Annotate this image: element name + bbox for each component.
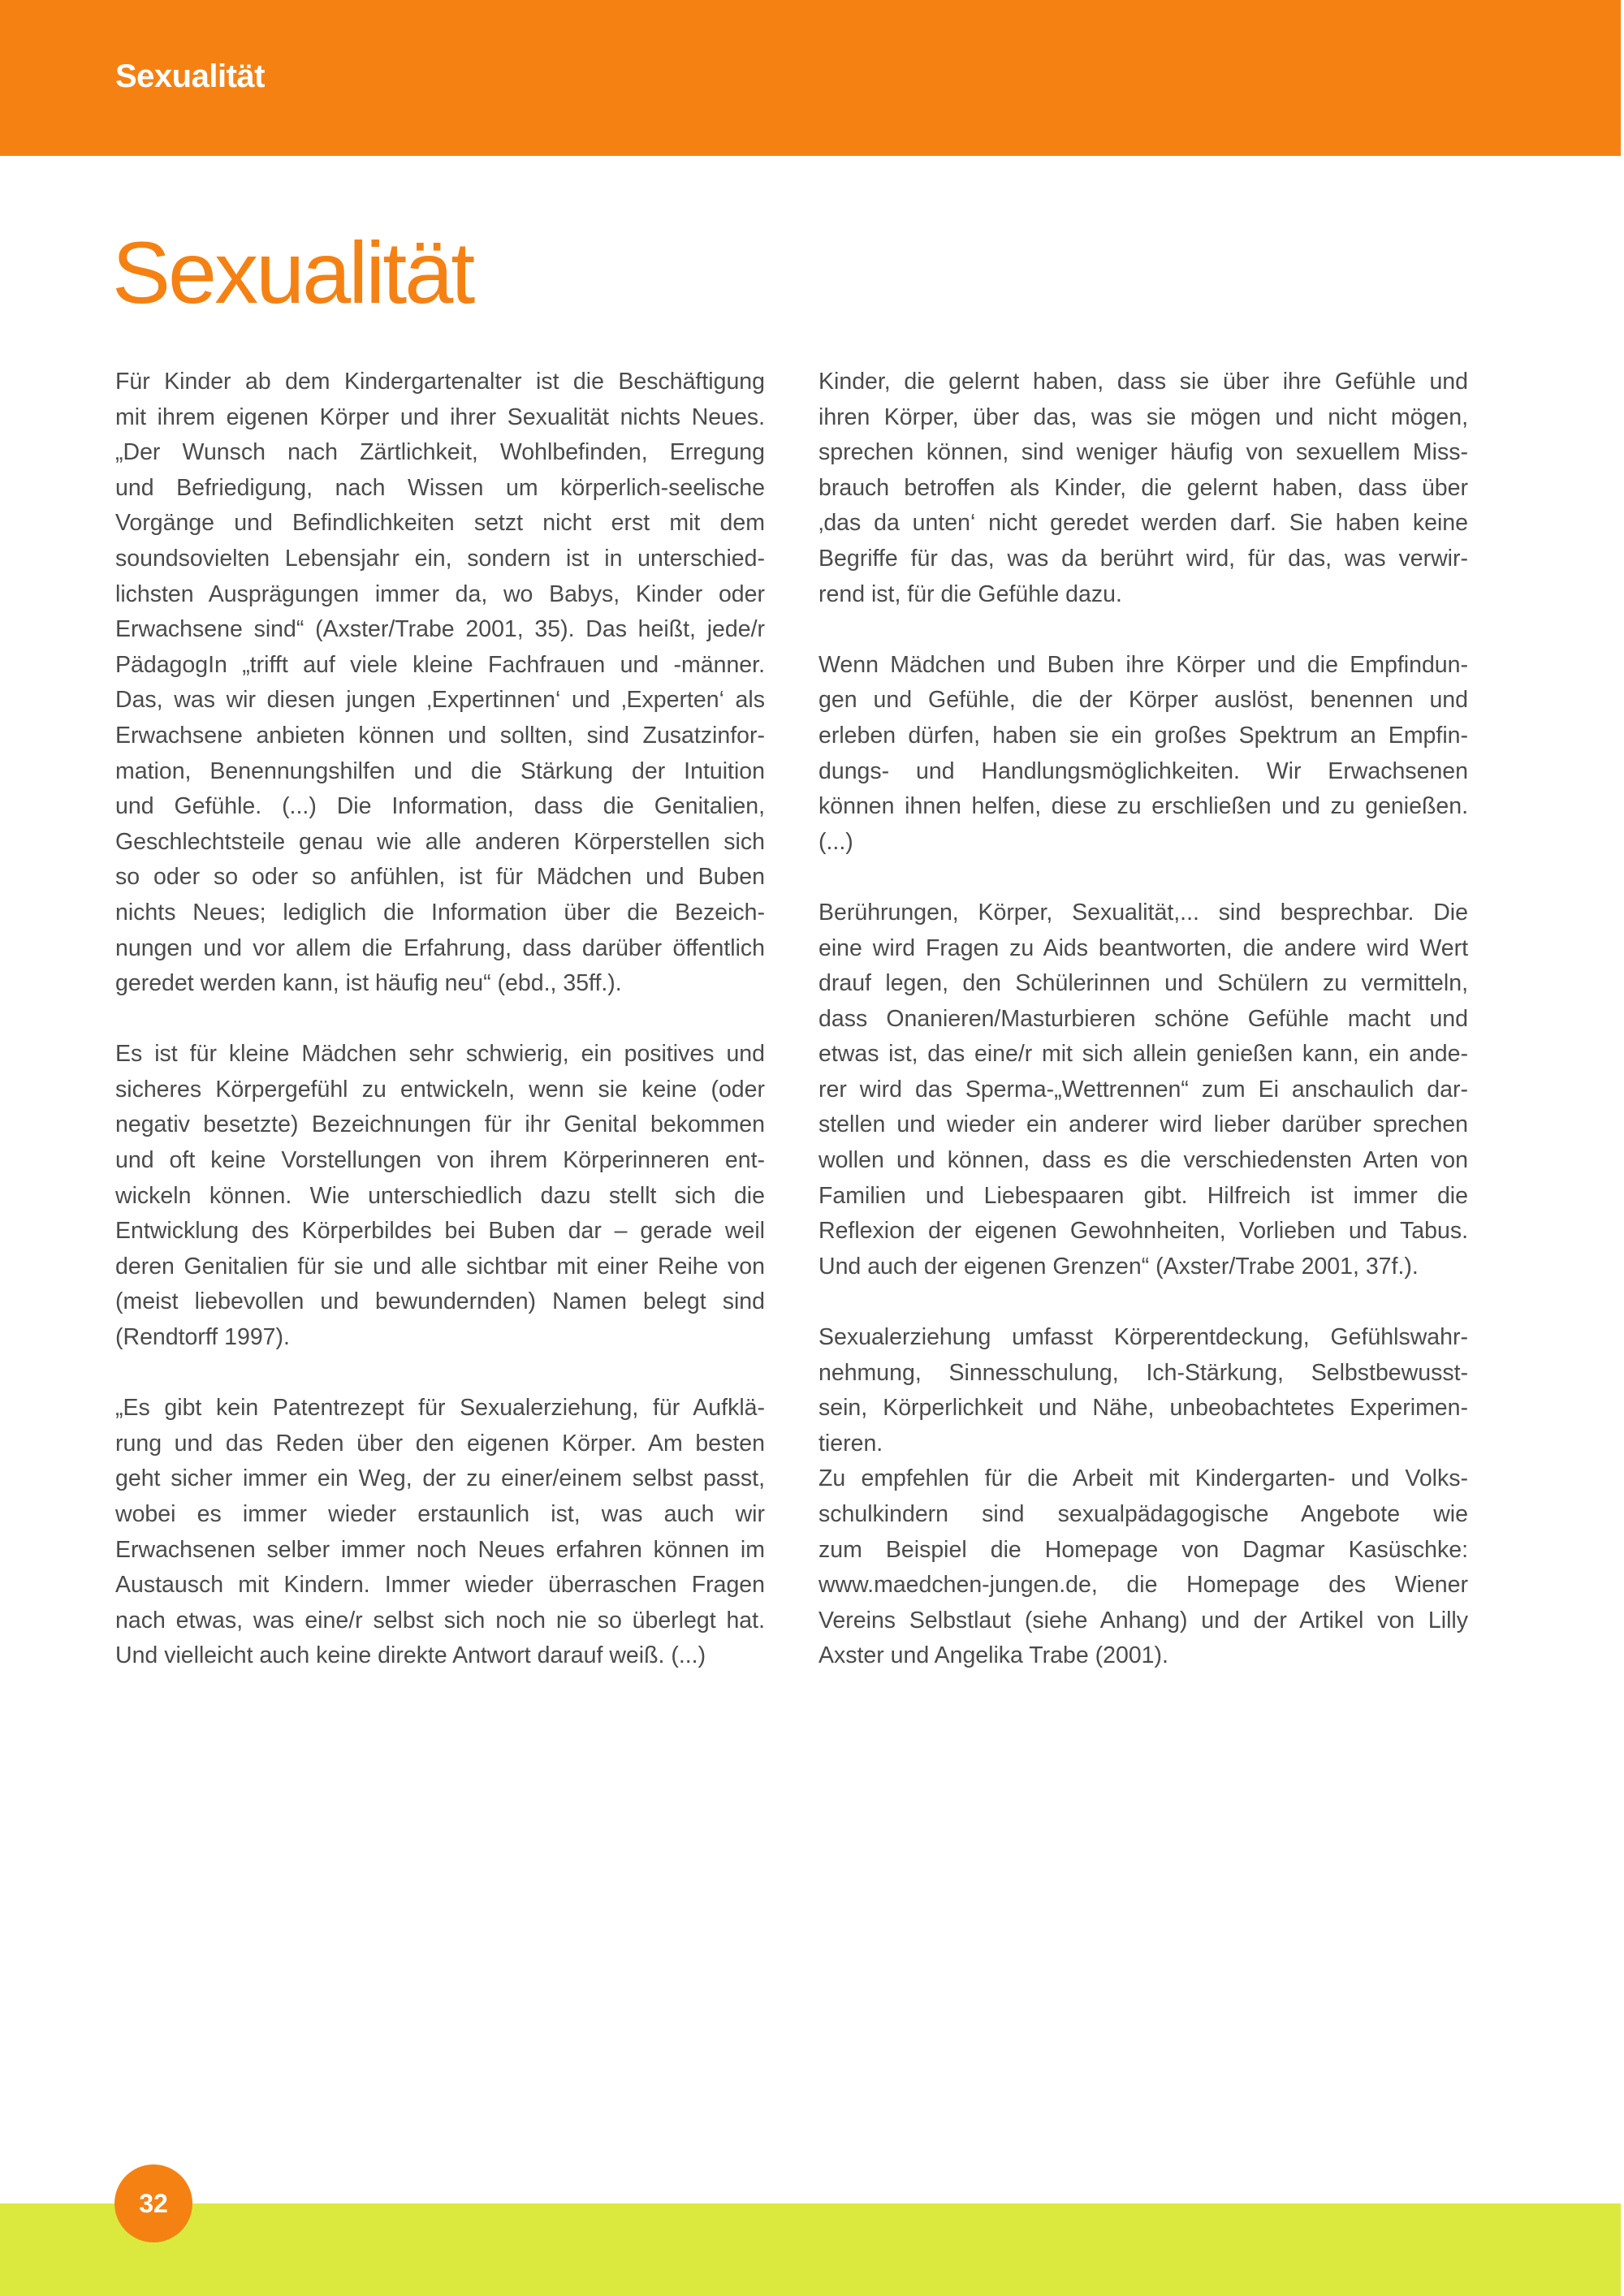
text-line: so oder so oder so anfühlen, ist für Mädchen und Buben: [115, 864, 765, 891]
text-line: PädagogIn „trifft auf viele kleine Fachfrauen und -männer.: [115, 651, 765, 678]
text-line: erleben dürfen, haben sie ein großes Spektrum an Empfin-: [818, 722, 1468, 749]
paragraph: [818, 648, 1468, 861]
text-line: und Befriedigung, nach Wissen um körperlich-seelische: [115, 474, 765, 501]
left-column: [115, 365, 765, 1710]
text-line: negativ besetzte) Bezeichnungen für ihr Genital bekommen: [115, 1111, 765, 1138]
text-line: wickeln können. Wie unterschiedlich dazu stellt sich die: [115, 1182, 765, 1209]
text-line: Für Kinder ab dem Kindergartenalter ist die Beschäftigung: [115, 369, 765, 395]
text-line: etwas ist, das eine/r mit sich allein genießen kann, ein ande-: [818, 1041, 1468, 1068]
right-column: [818, 365, 1468, 1710]
text-line: nehmung, Sinnesschulung, Ich-Stärkung, Selbstbewusst-: [818, 1359, 1468, 1386]
header-title: Sexualität: [115, 58, 265, 94]
text-line: Austausch mit Kindern. Immer wieder überraschen Fragen: [115, 1572, 765, 1599]
text-line: www.maedchen-jungen.de, die Homepage des Wiener: [818, 1572, 1468, 1599]
text-line: Vereins Selbstlaut (siehe Anhang) und der Artikel von Lilly: [818, 1607, 1468, 1634]
text-line: nach etwas, was eine/r selbst sich noch nie so überlegt hat.: [115, 1607, 765, 1634]
text-line: gen und Gefühle, die der Körper auslöst, benennen und: [818, 687, 1468, 714]
paragraph: [115, 1037, 765, 1355]
text-line: deren Genitalien für sie und alle sichtbar mit einer Reihe von: [115, 1253, 765, 1280]
text-line: lichsten Ausprägungen immer da, wo Babys, Kinder oder: [115, 580, 765, 607]
text-line: zum Beispiel die Homepage von Dagmar Kasüschke:: [818, 1536, 1468, 1563]
text-line: wobei es immer wieder erstaunlich ist, was auch wir: [115, 1501, 765, 1527]
text-line: Familien und Liebespaaren gibt. Hilfreich ist immer die: [818, 1182, 1468, 1209]
text-line: Erwachsene sind“ (Axster/Trabe 2001, 35). Das heißt, jede/r: [115, 616, 765, 643]
text-line: Sexualerziehung umfasst Körperentdeckung, Gefühlswahr-: [818, 1324, 1468, 1351]
text-line: nichts Neues; lediglich die Information über die Bezeich-: [115, 899, 765, 926]
paragraph: [818, 1320, 1468, 1461]
text-line: (Rendtorff 1997).: [115, 1324, 290, 1351]
paragraph: [115, 1391, 765, 1674]
paragraph: [818, 1461, 1468, 1674]
text-line: Entwicklung des Körperbildes bei Buben dar – gerade weil: [115, 1218, 765, 1245]
text-line: nungen und vor allem die Erfahrung, dass darüber öffentlich: [115, 934, 765, 961]
text-line: schulkindern sind sexualpädagogische Angebote wie: [818, 1501, 1468, 1527]
footer-bar: [0, 2203, 1621, 2296]
text-line: rung und das Reden über den eigenen Körper. Am besten: [115, 1430, 765, 1457]
text-line: geht sicher immer ein Weg, der zu einer/einem selbst passt,: [115, 1465, 765, 1492]
text-line: und Gefühle. (...) Die Information, dass die Genitalien,: [115, 793, 765, 820]
text-line: Geschlechtsteile genau wie alle anderen Körperstellen sich: [115, 828, 765, 855]
text-line: eine wird Fragen zu Aids beantworten, die andere wird Wert: [818, 934, 1468, 961]
text-line: rer wird das Sperma-„Wettrennen“ zum Ei anschaulich dar-: [818, 1076, 1468, 1103]
text-line: (...): [818, 828, 853, 855]
paragraph: [818, 896, 1468, 1285]
text-line: soundsovielten Lebensjahr ein, sondern ist in unterschied-: [115, 545, 765, 572]
text-line: Zu empfehlen für die Arbeit mit Kindergarten- und Volks-: [818, 1465, 1468, 1492]
text-line: dungs- und Handlungsmöglichkeiten. Wir Erwachsenen: [818, 757, 1468, 784]
paragraph: [818, 365, 1468, 612]
text-line: sein, Körperlichkeit und Nähe, unbeobachtetes Experimen-: [818, 1395, 1468, 1422]
header-bar: [0, 0, 1621, 156]
text-line: Reflexion der eigenen Gewohnheiten, Vorlieben und Tabus.: [818, 1218, 1468, 1245]
text-line: drauf legen, den Schülerinnen und Schülern zu vermitteln,: [818, 970, 1468, 997]
text-line: können ihnen helfen, diese zu erschließen und zu genießen.: [818, 793, 1468, 820]
text-line: Wenn Mädchen und Buben ihre Körper und die Empfindun-: [818, 651, 1468, 678]
text-line: sicheres Körpergefühl zu entwickeln, wenn sie keine (oder: [115, 1076, 765, 1103]
text-line: Vorgänge und Befindlichkeiten setzt nicht erst mit dem: [115, 510, 765, 537]
text-line: Und auch der eigenen Grenzen“ (Axster/Trabe 2001, 37f.).: [818, 1253, 1419, 1280]
paragraph: [115, 365, 765, 1002]
text-line: Erwachsene anbieten können und sollten, sind Zusatzinfor-: [115, 722, 765, 749]
page-title: Sexualität: [112, 223, 473, 322]
text-line: Und vielleicht auch keine direkte Antwort darauf weiß. (...): [115, 1642, 706, 1669]
text-line: wollen und können, dass es die verschiedensten Arten von: [818, 1147, 1468, 1174]
text-line: (meist liebevollen und bewundernden) Namen belegt sind: [115, 1288, 765, 1315]
text-line: ihren Körper, über das, was sie mögen und nicht mögen,: [818, 404, 1468, 430]
page-number: 32: [114, 2164, 192, 2242]
text-line: „Es gibt kein Patentrezept für Sexualerziehung, für Aufklä-: [115, 1395, 765, 1422]
text-line: Es ist für kleine Mädchen sehr schwierig, ein positives und: [115, 1041, 765, 1068]
text-line: geredet werden kann, ist häufig neu“ (ebd., 35ff.).: [115, 970, 622, 997]
text-line: Begriffe für das, was da berührt wird, für das, was verwir-: [818, 545, 1468, 572]
text-line: „Der Wunsch nach Zärtlichkeit, Wohlbefinden, Erregung: [115, 439, 765, 466]
text-line: Axster und Angelika Trabe (2001).: [818, 1642, 1168, 1669]
text-line: und oft keine Vorstellungen von ihrem Körperinneren ent-: [115, 1147, 765, 1174]
text-line: ‚das da unten‘ nicht geredet werden darf. Sie haben keine: [818, 510, 1468, 537]
text-line: Erwachsenen selber immer noch Neues erfahren können im: [115, 1536, 765, 1563]
text-line: stellen und wieder ein anderer wird lieber darüber sprechen: [818, 1111, 1468, 1138]
text-line: sprechen können, sind weniger häufig von sexuellem Miss-: [818, 439, 1468, 466]
text-line: Das, was wir diesen jungen ‚Expertinnen‘ und ‚Experten‘ als: [115, 687, 765, 714]
text-line: mation, Benennungshilfen und die Stärkung der Intuition: [115, 757, 765, 784]
text-line: Kinder, die gelernt haben, dass sie über ihre Gefühle und: [818, 369, 1468, 395]
text-line: tieren.: [818, 1430, 883, 1457]
text-line: Berührungen, Körper, Sexualität,... sind besprechbar. Die: [818, 899, 1468, 926]
text-line: brauch betroffen als Kinder, die gelernt haben, dass über: [818, 474, 1468, 501]
text-line: mit ihrem eigenen Körper und ihrer Sexualität nichts Neues.: [115, 404, 765, 430]
text-line: rend ist, für die Gefühle dazu.: [818, 580, 1122, 607]
text-line: dass Onanieren/Masturbieren schöne Gefühle macht und: [818, 1005, 1468, 1032]
